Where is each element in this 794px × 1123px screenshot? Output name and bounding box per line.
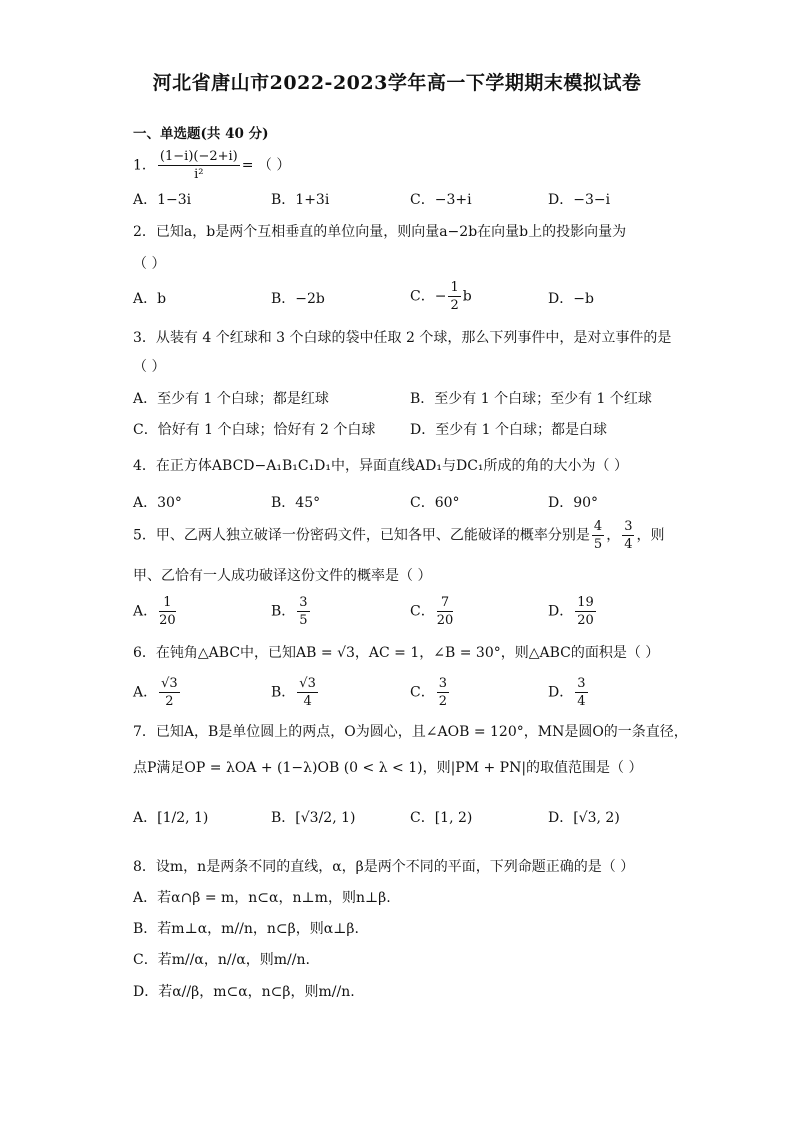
q2-option-c-numerator: 1 bbox=[450, 280, 459, 295]
q5-option-a-fraction bbox=[159, 596, 176, 627]
q2-option-c-prefix: C．− bbox=[410, 288, 447, 305]
q6-option-a-numerator: √3 bbox=[161, 676, 178, 691]
q5-option-c-denominator: 20 bbox=[436, 613, 454, 628]
question-3-line-2: （ ） bbox=[133, 359, 166, 375]
q1-option-b: B．1+3i bbox=[271, 192, 330, 208]
q6-option-b-label: B． bbox=[271, 684, 296, 701]
q1-option-c: C．−3+i bbox=[410, 192, 472, 208]
q5-option-d-label: D． bbox=[548, 603, 574, 620]
q5-option-b-denominator: 5 bbox=[299, 613, 308, 628]
question-5-line-1 bbox=[133, 520, 664, 551]
q6-option-a-label: A． bbox=[133, 684, 158, 701]
q5-option-a-numerator: 1 bbox=[159, 596, 176, 612]
q1-option-a: A．1−3i bbox=[133, 192, 192, 208]
q6-option-d-denominator: 4 bbox=[577, 694, 586, 709]
page-title: 河北省唐山市2022-2023学年高一下学期期末模拟试卷 bbox=[152, 72, 642, 94]
q6-option-b-fraction bbox=[297, 677, 318, 708]
question-2-line-2: （ ） bbox=[133, 256, 166, 272]
question-8: 8．设m，n是两条不同的直线，α，β是两个不同的平面，下列命题正确的是（ ） bbox=[133, 859, 635, 875]
q5-option-c-fraction bbox=[437, 596, 454, 627]
q5-option-a-label: A． bbox=[133, 603, 158, 620]
q3-option-a: A．至少有 1 个白球；都是红球 bbox=[133, 391, 329, 407]
q4-option-b: B．45° bbox=[271, 495, 321, 511]
q6-option-d-label: D． bbox=[548, 684, 574, 701]
q5-prob-1 bbox=[592, 520, 604, 551]
question-4: 4．在正方体ABCD−A₁B₁C₁D₁中，异面直线AD₁与DC₁所成的角的大小为（ ） bbox=[133, 458, 628, 474]
q5-separator: ， bbox=[606, 527, 621, 544]
q5-option-c-numerator: 7 bbox=[437, 596, 454, 612]
question-3-line-1: 3．从装有 4 个红球和 3 个白球的袋中任取 2 个球，那么下列事件中，是对立事件的是 bbox=[133, 330, 672, 346]
q6-option-b-numerator: √3 bbox=[299, 676, 316, 691]
q2-option-c bbox=[410, 281, 472, 312]
q5-option-a bbox=[133, 596, 178, 627]
q2-option-b: B．−2b bbox=[271, 291, 325, 307]
q7-option-c: C．[1, 2) bbox=[410, 810, 473, 826]
q4-option-c: C．60° bbox=[410, 495, 460, 511]
q6-option-c-numerator: 3 bbox=[438, 676, 447, 691]
question-1-denominator: i² bbox=[194, 167, 204, 182]
q8-option-a: A．若α∩β = m，n⊂α，n⊥m，则n⊥β. bbox=[133, 890, 391, 906]
q7-option-d: D．[√3, 2) bbox=[548, 810, 620, 826]
question-7-line-1: 7．已知A，B是单位圆上的两点，O为圆心，且∠AOB = 120°，MN是圆O的一条直径， bbox=[133, 724, 688, 740]
q6-option-d bbox=[548, 677, 590, 708]
q5-option-d bbox=[548, 596, 598, 627]
question-1-number: 1． bbox=[133, 157, 156, 174]
q7-option-b bbox=[271, 808, 355, 828]
q2-option-c-suffix: b bbox=[462, 288, 472, 305]
q4-option-d: D．90° bbox=[548, 495, 599, 511]
question-1-numerator: (1−i)(−2+i) bbox=[159, 149, 238, 164]
q5-option-c bbox=[410, 596, 455, 627]
q6-option-d-numerator: 3 bbox=[577, 676, 586, 691]
question-6: 6．在钝角△ABC中，已知AB = √3，AC = 1，∠B = 30°，则△ABC的面积是（ ） bbox=[133, 645, 660, 661]
q5-prob-2-denominator: 4 bbox=[624, 537, 633, 552]
q5-prob-2 bbox=[622, 520, 634, 551]
q6-option-c-label: C． bbox=[410, 684, 435, 701]
q2-option-c-fraction bbox=[448, 281, 460, 312]
q5-option-b-fraction bbox=[297, 596, 309, 627]
question-2-line-1: 2．已知a，b是两个互相垂直的单位向量，则向量a−2b在向量b上的投影向量为 bbox=[133, 224, 627, 240]
q5-option-b bbox=[271, 596, 312, 627]
question-1-tail: = （ ） bbox=[241, 157, 291, 174]
q5-option-c-label: C． bbox=[410, 603, 435, 620]
q2-option-a: A．b bbox=[133, 291, 167, 307]
q1-option-d: D．−3−i bbox=[548, 192, 611, 208]
q7-option-a-expr: [1/2, 1) bbox=[157, 810, 209, 826]
question-5-line-2: 甲、乙恰有一人成功破译这份文件的概率是（ ） bbox=[133, 568, 432, 584]
q6-option-a bbox=[133, 677, 182, 708]
q7-option-a-label: A． bbox=[133, 810, 158, 826]
q5-option-b-label: B． bbox=[271, 603, 296, 620]
q6-option-a-denominator: 2 bbox=[165, 694, 174, 709]
q8-option-d: D．若α//β，m⊂α，n⊂β，则m//n. bbox=[133, 984, 355, 1000]
q5-option-d-denominator: 20 bbox=[577, 613, 594, 628]
q5-option-b-numerator: 3 bbox=[299, 595, 308, 610]
question-5-text: 5．甲、乙两人独立破译一份密码文件，已知各甲、乙能破译的概率分别是 bbox=[133, 527, 590, 544]
q8-option-b: B．若m⊥α，m//n，n⊂β，则α⊥β. bbox=[133, 921, 359, 937]
q4-option-a: A．30° bbox=[133, 495, 182, 511]
section-heading: 一、单选题(共 40 分) bbox=[133, 126, 269, 142]
q5-option-d-fraction bbox=[575, 596, 596, 627]
q7-option-b-label: B． bbox=[271, 810, 296, 826]
question-7-line-2: 点P满足OP = λOA + (1−λ)OB (0 < λ < 1)，则|PM + PN|的取值范围是（ ） bbox=[133, 760, 643, 776]
q7-option-a bbox=[133, 808, 208, 828]
q8-option-c: C．若m//α，n//α，则m//n. bbox=[133, 952, 310, 968]
q2-option-d: D．−b bbox=[548, 291, 594, 307]
q3-option-d: D．至少有 1 个白球；都是白球 bbox=[410, 422, 608, 438]
question-1-fraction bbox=[158, 150, 240, 181]
q5-prob-1-numerator: 4 bbox=[593, 519, 603, 534]
q5-option-d-numerator: 19 bbox=[577, 595, 594, 610]
question-1 bbox=[133, 150, 290, 181]
q3-option-b: B．至少有 1 个白球；至少有 1 个红球 bbox=[410, 391, 652, 407]
q5-option-a-denominator: 20 bbox=[159, 613, 176, 628]
q6-option-d-fraction bbox=[575, 677, 587, 708]
q6-option-b bbox=[271, 677, 320, 708]
question-5-text-tail: ，则 bbox=[636, 527, 665, 544]
q2-option-c-denominator: 2 bbox=[450, 298, 459, 313]
q6-option-c-fraction bbox=[437, 677, 449, 708]
q6-option-b-denominator: 4 bbox=[303, 694, 312, 709]
q7-option-b-expr: [√3/2, 1) bbox=[295, 810, 356, 826]
q6-option-a-fraction bbox=[159, 677, 180, 708]
q5-prob-2-numerator: 3 bbox=[624, 519, 633, 534]
q6-option-c-denominator: 2 bbox=[438, 694, 447, 709]
q5-prob-1-denominator: 5 bbox=[593, 537, 603, 552]
q3-option-c: C．恰好有 1 个白球；恰好有 2 个白球 bbox=[133, 422, 376, 438]
q6-option-c bbox=[410, 677, 451, 708]
